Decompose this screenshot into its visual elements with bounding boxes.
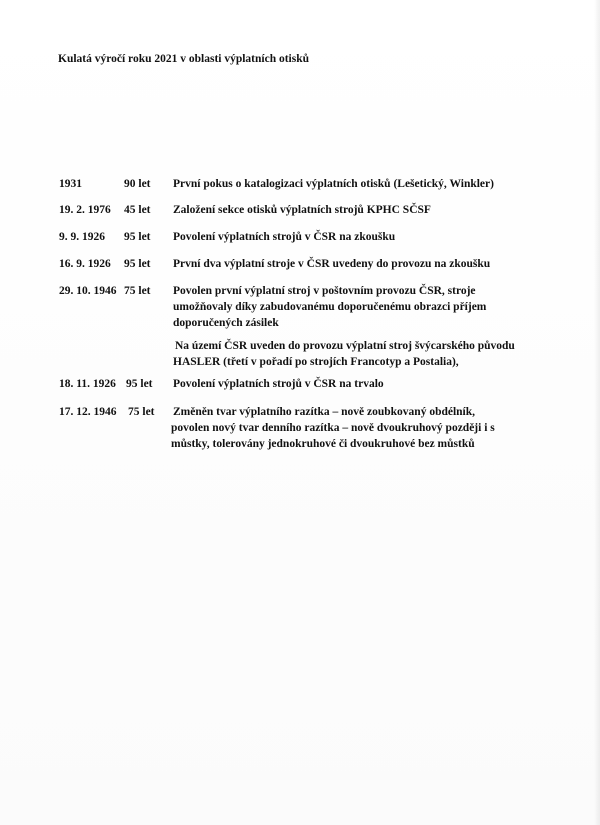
entry-years: 95 let: [124, 231, 151, 243]
entry-description-line: První pokus o katalogizaci výplatních otisků (Lešetický, Winkler): [173, 178, 494, 190]
entry-years: 95 let: [124, 258, 151, 270]
entry-description: [173, 229, 543, 245]
entry-date: 17. 12. 1946: [59, 406, 117, 418]
entry-years: 75 let: [124, 285, 151, 297]
entry-years: 95 let: [126, 378, 153, 390]
entry-date: 18. 11. 1926: [59, 378, 116, 390]
entry-years: 90 let: [124, 178, 151, 190]
entry-description-line: Povolení výplatních strojů v ČSR na zkoušku: [173, 231, 396, 243]
entry-description: [173, 256, 543, 272]
entry-note: [173, 338, 543, 370]
note-line: HASLER (třetí v pořadí po strojích Francotyp a Postalia),: [173, 356, 459, 368]
entry-description: [173, 376, 543, 392]
entry-description: [173, 283, 543, 331]
entry-date: 29. 10. 1946: [59, 285, 117, 297]
entry-description-line: doporučených zásilek: [173, 317, 279, 329]
entry-description: [173, 404, 543, 452]
page-edge-shadow: [594, 0, 600, 825]
page-title: Kulatá výročí roku 2021 v oblasti výplatních otisků: [58, 53, 310, 65]
entry-date: 9. 9. 1926: [59, 231, 105, 243]
entry-description: [173, 176, 543, 192]
entry-date: 16. 9. 1926: [59, 258, 111, 270]
entry-description-line: umožňovaly díky zabudovanému doporučenému obrazci příjem: [173, 301, 487, 313]
entry-description-line: Povolení výplatních strojů v ČSR na trvalo: [173, 378, 384, 390]
entry-description-line: První dva výplatní stroje v ČSR uvedeny do provozu na zkoušku: [173, 258, 491, 270]
entry-description-line: Změněn tvar výplatního razítka – nově zoubkovaný obdélník,: [173, 406, 476, 418]
entry-date: 19. 2. 1976: [59, 204, 111, 216]
entry-description-line: povolen nový tvar denního razítka – nově dvoukruhový později i s: [171, 422, 495, 434]
entry-description: [173, 202, 543, 218]
entry-years: 45 let: [124, 204, 151, 216]
entry-years: 75 let: [128, 406, 155, 418]
entry-date: 1931: [59, 178, 82, 190]
note-line: Na území ČSR uveden do provozu výplatní stroj švýcarského původu: [175, 340, 515, 352]
entry-description-line: Založení sekce otisků výplatních strojů KPHC SČSF: [173, 204, 431, 216]
entry-description-line: Povolen první výplatní stroj v poštovním provozu ČSR, stroje: [173, 285, 476, 297]
entry-description-line: můstky, tolerovány jednokruhové či dvoukruhové bez můstků: [171, 438, 475, 450]
